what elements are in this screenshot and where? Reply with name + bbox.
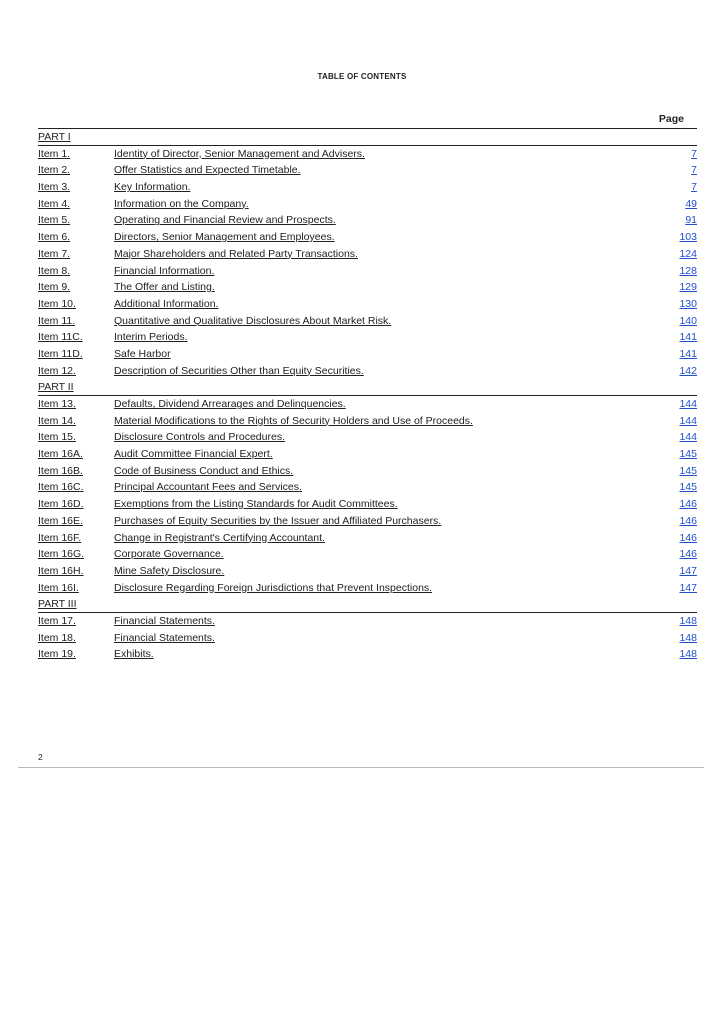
toc-row — [38, 363, 697, 380]
toc-page-link[interactable]: 124 — [679, 247, 697, 260]
page-footer-divider — [18, 767, 704, 768]
toc-item-number-link[interactable]: Item 16B. — [38, 464, 83, 477]
toc-item-title-link[interactable]: Exhibits. — [114, 648, 154, 661]
toc-page-link[interactable]: 141 — [679, 331, 697, 344]
part-heading-label[interactable]: PART III — [38, 598, 77, 611]
toc-page-link[interactable]: 146 — [679, 531, 697, 544]
toc-item-number-link[interactable]: Item 9. — [38, 281, 71, 294]
toc-item-title-link[interactable]: Major Shareholders and Related Party Transactions. — [114, 247, 358, 260]
toc-row — [38, 196, 697, 213]
toc-item-title-link[interactable]: Quantitative and Qualitative Disclosures About Market Risk. — [114, 314, 392, 327]
toc-row — [38, 463, 697, 480]
page-number: 2 — [38, 752, 43, 762]
toc-item-title-link[interactable]: The Offer and Listing. — [114, 281, 215, 294]
toc-item-number-link[interactable]: Item 16I. — [38, 581, 79, 594]
toc-page-link[interactable]: 142 — [679, 364, 697, 377]
toc-item-title-link[interactable]: Offer Statistics and Expected Timetable. — [114, 164, 301, 177]
toc-item-number-link[interactable]: Item 2. — [38, 164, 71, 177]
toc-page-link[interactable]: 144 — [679, 431, 697, 444]
toc-row — [38, 646, 697, 663]
toc-item-number-link[interactable]: Item 13. — [38, 398, 76, 410]
toc-page-link[interactable]: 7 — [691, 181, 697, 194]
toc-item-title-link[interactable]: Identity of Director, Senior Management and Advisers. — [114, 147, 365, 160]
toc-item-number-link[interactable]: Item 3. — [38, 181, 71, 194]
toc-item-number-link[interactable]: Item 8. — [38, 264, 71, 277]
toc-row — [38, 413, 697, 430]
toc-row — [38, 396, 697, 413]
part-heading[interactable] — [38, 129, 697, 146]
toc-item-number-link[interactable]: Item 16D. — [38, 498, 84, 511]
toc-row — [38, 530, 697, 547]
toc-item-title-link[interactable]: Safe Harbor — [114, 347, 171, 360]
toc-page-link[interactable]: 145 — [679, 448, 697, 461]
toc-page-link[interactable]: 147 — [679, 581, 697, 594]
toc-item-title-link[interactable]: Financial Statements. — [114, 631, 215, 644]
toc-item-title-link[interactable]: Code of Business Conduct and Ethics. — [114, 464, 294, 477]
toc-row — [38, 630, 697, 647]
toc-item-number-link[interactable]: Item 16E. — [38, 514, 83, 527]
toc-page-link[interactable]: 91 — [685, 214, 697, 227]
toc-item-title-link[interactable]: Change in Registrant's Certifying Accountant. — [114, 531, 325, 544]
toc-item-number-link[interactable]: Item 16C. — [38, 481, 84, 494]
toc-page-link[interactable]: 103 — [679, 231, 697, 244]
part-heading[interactable] — [38, 596, 697, 613]
table-of-contents — [38, 129, 697, 663]
toc-item-number-link[interactable]: Item 18. — [38, 631, 76, 644]
toc-item-title-link[interactable]: Audit Committee Financial Expert. — [114, 448, 273, 461]
toc-item-title-link[interactable]: Material Modifications to the Rights of Security Holders and Use of Proceeds. — [114, 414, 473, 427]
toc-page-link[interactable]: 129 — [679, 281, 697, 294]
toc-item-number-link[interactable]: Item 12. — [38, 364, 76, 377]
toc-page-link[interactable]: 130 — [679, 297, 697, 310]
toc-page-link[interactable]: 141 — [679, 347, 697, 360]
toc-row — [38, 146, 697, 163]
toc-page-link[interactable]: 144 — [679, 398, 697, 410]
toc-item-number-link[interactable]: Item 16G. — [38, 548, 85, 561]
toc-row — [38, 546, 697, 563]
toc-item-title-link[interactable]: Disclosure Controls and Procedures. — [114, 431, 285, 444]
toc-page-link[interactable]: 7 — [691, 164, 697, 177]
page-column-header — [38, 112, 696, 128]
toc-item-title-link[interactable]: Financial Information. — [114, 264, 215, 277]
toc-item-title-link[interactable]: Exemptions from the Listing Standards for Audit Committees. — [114, 498, 398, 511]
toc-item-title-link[interactable]: Information on the Company. — [114, 197, 249, 210]
toc-row — [38, 229, 697, 246]
toc-item-number-link[interactable]: Item 17. — [38, 614, 76, 627]
toc-row — [38, 296, 697, 313]
part-heading-label[interactable]: PART II — [38, 381, 74, 394]
toc-page-link[interactable]: 147 — [679, 564, 697, 577]
toc-row — [38, 179, 697, 196]
toc-row — [38, 313, 697, 330]
toc-item-number-link[interactable]: Item 11. — [38, 314, 76, 327]
toc-page-link[interactable]: 146 — [679, 548, 697, 561]
toc-item-title-link[interactable]: Directors, Senior Management and Employees. — [114, 231, 335, 244]
toc-item-number-link[interactable]: Item 15. — [38, 431, 76, 444]
toc-item-title-link[interactable]: Disclosure Regarding Foreign Jurisdictions that Prevent Inspections. — [114, 581, 433, 594]
toc-item-number-link[interactable]: Item 16A. — [38, 448, 83, 461]
toc-item-title-link[interactable]: Additional Information. — [114, 297, 219, 310]
toc-item-number-link[interactable]: Item 16H. — [38, 564, 84, 577]
part-heading[interactable] — [38, 379, 697, 396]
toc-item-number-link[interactable]: Item 7. — [38, 247, 71, 260]
toc-item-title-link[interactable]: Principal Accountant Fees and Services. — [114, 481, 302, 494]
toc-row — [38, 580, 697, 597]
toc-title: TABLE OF CONTENTS — [317, 72, 407, 81]
toc-page-link[interactable]: 145 — [679, 481, 697, 494]
toc-item-title-link[interactable]: Interim Periods. — [114, 331, 188, 344]
toc-item-number-link[interactable]: Item 11C. — [38, 331, 83, 344]
toc-item-number-link[interactable]: Item 5. — [38, 214, 71, 227]
page-column-label: Page — [658, 113, 684, 125]
toc-item-number-link[interactable]: Item 19. — [38, 648, 76, 661]
toc-item-number-link[interactable]: Item 1. — [38, 147, 71, 160]
part-heading-label[interactable]: PART I — [38, 131, 71, 143]
toc-item-title-link[interactable]: Operating and Financial Review and Prospects. — [114, 214, 336, 227]
toc-item-title-link[interactable]: Purchases of Equity Securities by the Issuer and Affiliated Purchasers. — [114, 514, 442, 527]
toc-page-link[interactable]: 49 — [685, 197, 697, 210]
toc-item-title-link[interactable]: Financial Statements. — [114, 614, 215, 627]
toc-page-link[interactable]: 145 — [679, 464, 697, 477]
toc-item-number-link[interactable]: Item 11D. — [38, 347, 83, 360]
toc-page-link[interactable]: 146 — [679, 514, 697, 527]
toc-item-number-link[interactable]: Item 6. — [38, 231, 71, 244]
toc-row — [38, 162, 697, 179]
toc-item-title-link[interactable]: Corporate Governance. — [114, 548, 224, 561]
toc-page-link[interactable]: 144 — [679, 414, 697, 427]
toc-row — [38, 513, 697, 530]
toc-row — [38, 346, 697, 363]
toc-page-link[interactable]: 148 — [679, 631, 697, 644]
toc-page-link[interactable]: 128 — [679, 264, 697, 277]
toc-page-link[interactable]: 148 — [679, 614, 697, 627]
toc-item-title-link[interactable]: Mine Safety Disclosure. — [114, 564, 225, 577]
toc-row — [38, 446, 697, 463]
toc-page-link[interactable]: 148 — [679, 648, 697, 661]
toc-row — [38, 263, 697, 280]
toc-item-number-link[interactable]: Item 10. — [38, 297, 76, 310]
toc-page-link[interactable]: 140 — [679, 314, 697, 327]
toc-page-link[interactable]: 7 — [691, 147, 697, 160]
toc-item-number-link[interactable]: Item 16F. — [38, 531, 82, 544]
toc-page-link[interactable]: 146 — [679, 498, 697, 511]
toc-row — [38, 429, 697, 446]
toc-row — [38, 479, 697, 496]
toc-item-number-link[interactable]: Item 4. — [38, 197, 71, 210]
toc-item-title-link[interactable]: Key Information. — [114, 181, 191, 194]
toc-row — [38, 329, 697, 346]
toc-row — [38, 613, 697, 630]
toc-row — [38, 279, 697, 296]
toc-row — [38, 246, 697, 263]
toc-row — [38, 563, 697, 580]
toc-item-number-link[interactable]: Item 14. — [38, 414, 76, 427]
toc-row — [38, 496, 697, 513]
toc-item-title-link[interactable]: Defaults, Dividend Arrearages and Delinquencies. — [114, 398, 346, 410]
toc-item-title-link[interactable]: Description of Securities Other than Equity Securities. — [114, 364, 364, 377]
toc-row — [38, 212, 697, 229]
